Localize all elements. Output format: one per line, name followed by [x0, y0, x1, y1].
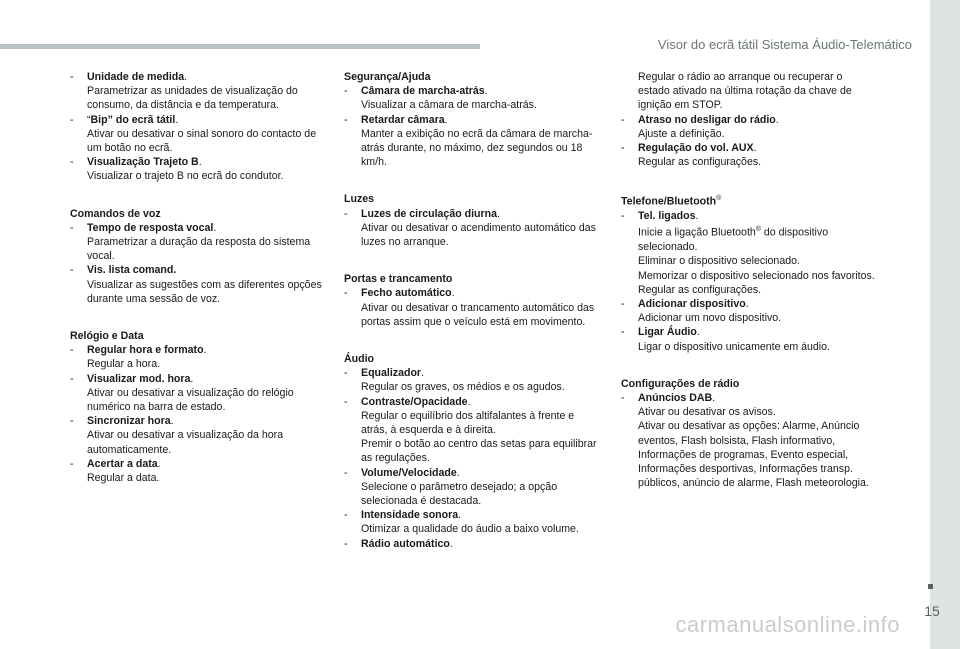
period: . [213, 221, 217, 234]
bullet-dash: - [70, 113, 74, 126]
bullet-dash: - [621, 142, 625, 155]
item-description: Ativar ou desativar a visualização da hora automaticamente. [87, 429, 284, 456]
period: . [157, 457, 161, 470]
item-description: Ativar ou desativar a visualização do relógio numérico na barra de estado. [87, 386, 294, 414]
period: . [456, 466, 460, 479]
bullet-dash: - [344, 537, 348, 550]
item-description: Regular as configurações. [638, 283, 762, 296]
list-item [344, 508, 600, 536]
period: . [190, 372, 194, 385]
bullet-dash: - [621, 113, 625, 126]
bullet-dash: - [344, 113, 348, 126]
period: . [184, 71, 188, 83]
desc-text: Inicie a ligação Bluetooth [638, 226, 756, 239]
item-label: Regulação do vol. AUX [638, 142, 754, 155]
item-description: Parametrizar as unidades de visualização do consumo, da distância e da temperatura. [87, 85, 298, 112]
list-item [344, 113, 600, 170]
bullet-dash: - [621, 297, 625, 310]
item-description: Otimizar a qualidade do áudio a baixo volume. [361, 523, 579, 536]
list-item [344, 537, 600, 551]
desc-text: do dispositivo selecionado. [638, 226, 829, 254]
quote-open: “ [87, 113, 91, 126]
list-item [70, 155, 326, 183]
column-middle [344, 70, 600, 574]
item-description [638, 223, 877, 254]
section-title: Configurações de rádio [621, 377, 740, 390]
period: . [170, 415, 174, 428]
item-description: Visualizar o trajeto B no ecrã do condutor. [87, 170, 284, 183]
bullet-dash: - [70, 264, 74, 277]
item-label: Atraso no desligar do rádio [638, 113, 776, 126]
bullet-dash: - [344, 207, 348, 220]
section-lights [344, 192, 600, 249]
item-description: Ajuste a definição. [638, 127, 725, 140]
watermark: carmanualsonline.info [675, 612, 900, 637]
item-label: Unidade de medida [87, 71, 185, 83]
item-label: Câmara de marcha-atrás [361, 85, 485, 98]
item-label: Ligar Áudio [638, 326, 697, 339]
period: . [451, 287, 455, 300]
item-label: Visualização Trajeto B [87, 156, 199, 169]
bullet-dash: - [344, 85, 348, 98]
period: . [712, 391, 716, 404]
item-label: Retardar câmara [361, 113, 445, 126]
list-item [344, 207, 600, 250]
item-label: Tel. ligados [638, 210, 696, 223]
period: . [745, 297, 749, 310]
section-title-text: Telefone/Bluetooth [621, 195, 717, 208]
item-label: Bip [90, 113, 108, 126]
list-item [70, 221, 326, 264]
bullet-dash: - [70, 457, 74, 470]
list-item [621, 113, 877, 141]
bullet-dash: - [621, 391, 625, 404]
item-description: Adicionar um novo dispositivo. [638, 312, 782, 325]
section-radio-settings [621, 377, 877, 491]
list-item [344, 395, 600, 466]
item-description: Ligar o dispositivo unicamente em áudio. [638, 340, 830, 353]
period: . [497, 207, 500, 220]
item-label: Luzes de circulação diurna [361, 207, 497, 220]
page-number: 15 [924, 603, 940, 619]
item-label: Acertar a data [87, 457, 158, 470]
bullet-dash: - [70, 156, 74, 169]
item-label: Tempo de resposta vocal [87, 221, 214, 234]
item-label: Volume/Velocidade [361, 466, 457, 479]
bullet-dash: - [70, 415, 74, 428]
section-clock-date [70, 329, 326, 485]
list-item [621, 297, 877, 325]
period: . [695, 210, 699, 223]
list-item [344, 466, 600, 509]
item-description: Ativar ou desativar os avisos. [638, 406, 776, 419]
list-item [70, 70, 326, 113]
registered-mark: ® [755, 226, 761, 234]
bullet-dash: - [344, 367, 348, 380]
section-audio-continued [621, 70, 877, 169]
bullet-dash: - [621, 326, 625, 339]
list-item [344, 84, 600, 112]
bullet-dash: - [621, 210, 625, 223]
period: . [421, 367, 424, 380]
list-item [621, 141, 877, 169]
section-title: Comandos de voz [70, 207, 161, 220]
section-title: Luzes [344, 193, 375, 206]
list-item [70, 343, 326, 371]
bullet-dash: - [344, 509, 348, 522]
item-description: Regular o rádio ao arranque ou recuperar o estado ativado na última rotação da chave de ignição em STOP. [638, 71, 852, 112]
bullet-dash: - [344, 395, 348, 408]
item-description: Ativar ou desativar o acendimento automático das luzes no arranque. [361, 221, 596, 249]
section-title: Segurança/Ajuda [344, 71, 431, 83]
list-item [621, 391, 877, 490]
side-marker-icon [928, 584, 933, 589]
item-description: Ativar ou desativar o trancamento automático das portas assim que o veículo está em movimento. [361, 301, 595, 328]
bullet-dash: - [70, 372, 74, 385]
item-description: Visualizar a câmara de marcha-atrás. [361, 99, 537, 112]
page-header-title: Visor do ecrã tátil Sistema Áudio-Telemático [657, 37, 912, 52]
item-description: Regular o equilíbrio dos altifalantes à frente e atrás, à esquerda e à direita. [361, 409, 575, 437]
item-label: Fecho automático [361, 287, 452, 300]
list-item [344, 366, 600, 394]
item-description: Regular os graves, os médios e os agudos. [361, 381, 565, 394]
section-safety [344, 70, 600, 169]
item-description: Eliminar o dispositivo selecionado. [638, 255, 800, 268]
item-description: Manter a exibição no ecrã da câmara de marcha-atrás durante, no máximo, dez segundos ou 18 km/h. [361, 127, 593, 169]
list-item [621, 209, 877, 297]
section-phone-bluetooth [621, 192, 877, 353]
period: . [467, 395, 471, 408]
item-label: Vis. lista comand. [87, 264, 177, 277]
section-voice-commands [70, 207, 326, 306]
bullet-dash: - [70, 221, 74, 234]
item-description: Memorizar o dispositivo selecionado nos favoritos. [638, 269, 875, 282]
bullet-dash: - [70, 71, 74, 83]
list-item [70, 372, 326, 415]
list-item [70, 113, 326, 156]
period: . [198, 156, 202, 169]
item-label: Equalizador [361, 367, 422, 380]
item-description: Parametrizar a duração da resposta do sistema vocal. [87, 236, 311, 263]
period: . [775, 113, 779, 126]
list-item [70, 457, 326, 485]
item-description: Visualizar as sugestões com as diferentes opções durante uma sessão de voz. [87, 278, 322, 305]
period: . [484, 85, 488, 98]
period: . [696, 326, 700, 339]
item-description: Regular a data. [87, 472, 160, 485]
item-description: Premir o botão ao centro das setas para equilibrar as regulações. [361, 438, 597, 465]
registered-mark: ® [716, 195, 722, 203]
period: . [753, 142, 757, 155]
period: . [458, 509, 462, 522]
period: . [449, 537, 453, 550]
bullet-dash: - [70, 344, 74, 357]
item-label: Visualizar mod. hora [87, 372, 191, 385]
section-title [621, 192, 877, 209]
list-item [70, 414, 326, 457]
section-title: Áudio [344, 353, 375, 366]
list-item [344, 286, 600, 329]
list-item [621, 325, 877, 353]
period: . [203, 344, 207, 357]
item-label: Intensidade sonora [361, 509, 459, 522]
item-description: Ativar ou desativar as opções: Alarme, Anúncio eventos, Flash bolsista, Flash informativo, Informações de programas, Evento especial, Informações desportivas, Informações transp. públicos, anúncio de alarme, Flash meteorologia. [638, 420, 869, 490]
column-left [70, 70, 326, 508]
section-display-settings [70, 70, 326, 184]
item-description: Ativar ou desativar o sinal sonoro do contacto de um botão no ecrã. [87, 127, 317, 155]
period: . [444, 113, 448, 126]
list-item [70, 263, 326, 306]
section-title: Portas e trancamento [344, 273, 453, 286]
period: . [175, 113, 179, 126]
column-right [621, 70, 877, 513]
side-band [930, 0, 960, 649]
item-description: Regular as configurações. [638, 156, 762, 169]
item-label-suffix: ” do ecrã tátil [107, 113, 176, 126]
item-label: Regular hora e formato [87, 344, 204, 357]
item-description: Regular a hora. [87, 358, 161, 371]
item-description: Selecione o parâmetro desejado; a opção selecionada é destacada. [361, 480, 558, 508]
header-rule [0, 44, 480, 49]
item-label: Anúncios DAB [638, 391, 713, 404]
section-title: Relógio e Data [70, 330, 144, 343]
section-audio [344, 352, 600, 551]
item-label: Rádio automático [361, 537, 450, 550]
bullet-dash: - [344, 287, 348, 300]
item-label: Contraste/Opacidade [361, 395, 468, 408]
bullet-dash: - [344, 466, 348, 479]
section-doors [344, 272, 600, 329]
item-label: Sincronizar hora [87, 415, 171, 428]
item-label: Adicionar dispositivo [638, 297, 746, 310]
